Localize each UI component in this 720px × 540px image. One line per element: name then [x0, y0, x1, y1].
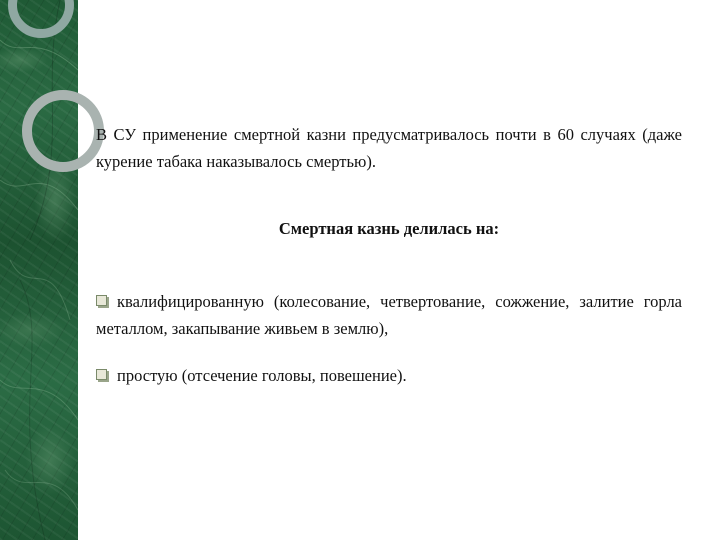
bullet-item-simple	[96, 362, 682, 389]
square-bullet-icon	[96, 295, 107, 306]
marble-decoration-strip	[0, 0, 78, 540]
bullet-text: квалифицированную (колесование, четвертование, сожжение, залитие горла металлом, закапывание живьем в землю),	[96, 292, 682, 338]
bullet-item-qualified	[96, 288, 682, 342]
decorative-ring-middle	[22, 90, 104, 172]
bullet-text: простую (отсечение головы, повешение).	[117, 366, 407, 385]
square-bullet-icon	[96, 369, 107, 380]
marble-veins	[0, 0, 78, 540]
section-heading: Смертная казнь делилась на:	[278, 219, 500, 238]
intro-paragraph: В СУ применение смертной казни предусматривалось почти в 60 случаях (даже курение табака наказывалось смертью).	[96, 125, 682, 171]
